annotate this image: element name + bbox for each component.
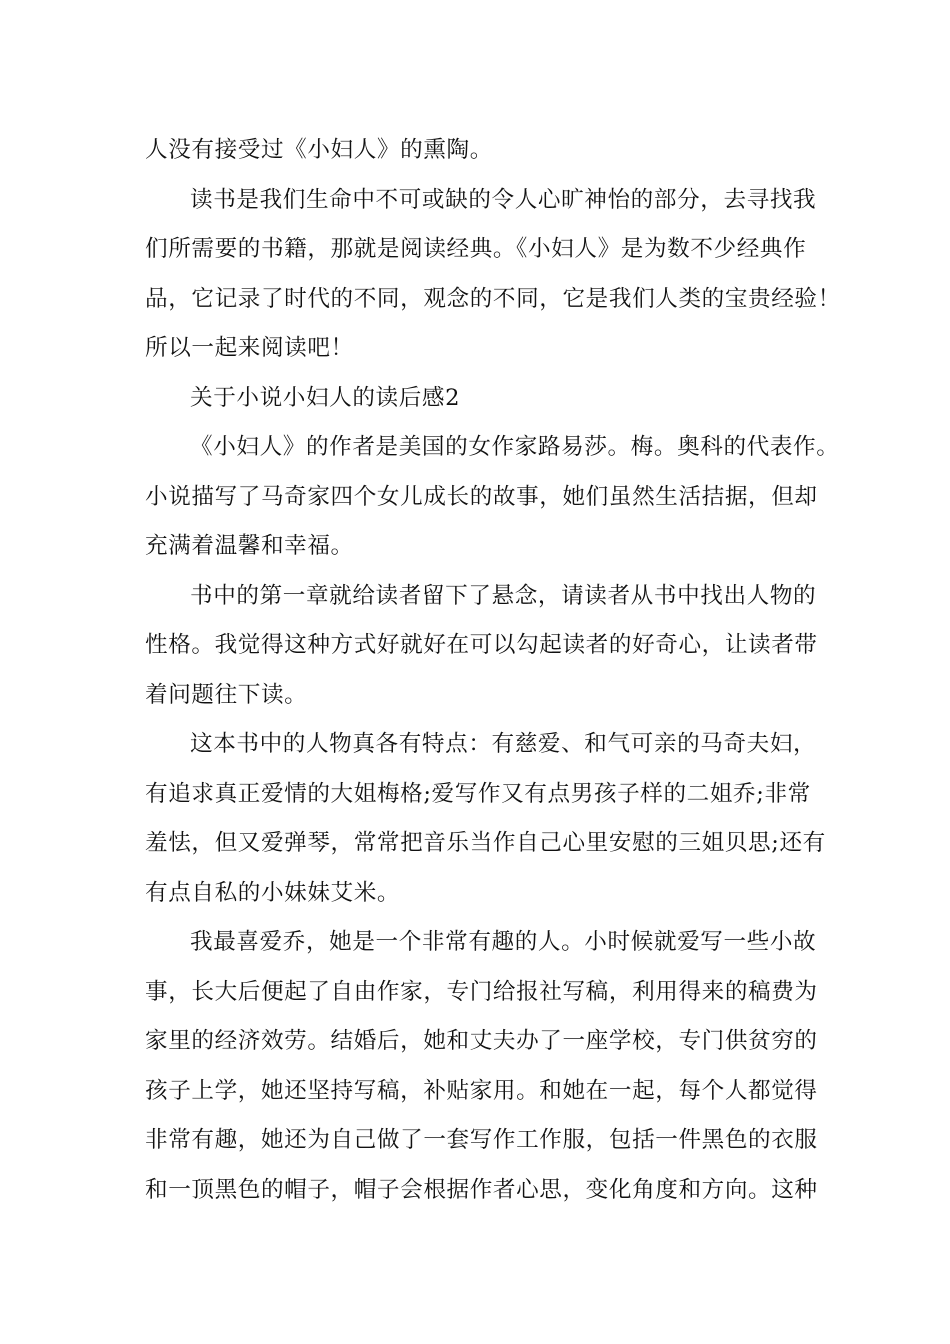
text-line: 这本书中的人物真各有特点：有慈爱、和气可亲的马奇夫妇， [190, 731, 817, 757]
text-line: 书中的第一章就给读者留下了悬念，请读者从书中找出人物的 [190, 582, 817, 609]
text-line: 非常有趣，她还为自己做了一套写作工作服，包括一件黑色的衣服 [145, 1127, 818, 1153]
text-line: 充满着温馨和幸福。 [145, 533, 354, 559]
text-line: 着问题往下读。 [145, 681, 308, 708]
text-line: 孩子上学，她还坚持写稿，补贴家用。和她在一起，每个人都觉得 [145, 1077, 818, 1104]
section-heading: 关于小说小妇人的读后感2 [190, 384, 461, 411]
text-line: 性格。我觉得这种方式好就好在可以勾起读者的好奇心，让读者带 [145, 632, 818, 658]
text-line: 事，长大后便起了自由作家，专门给报社写稿，利用得来的稿费为 [145, 978, 818, 1005]
body-text [145, 126, 841, 1215]
text-line: 家里的经济效劳。结婚后，她和丈夫办了一座学校，专门供贫穷的 [145, 1028, 818, 1054]
text-line: 我最喜爱乔，她是一个非常有趣的人。小时候就爱写一些小故 [190, 929, 817, 955]
text-line: 和一顶黑色的帽子，帽子会根据作者心思，变化角度和方向。这种 [145, 1176, 818, 1203]
text-line: 小说描写了马奇家四个女儿成长的故事，她们虽然生活拮据，但却 [145, 483, 818, 510]
text-line: 有追求真正爱情的大姐梅格;爱写作又有点男孩子样的二姐乔;非常 [145, 780, 811, 807]
text-line: 们所需要的书籍，那就是阅读经典。《小妇人》是为数不少经典作 [145, 236, 807, 262]
text-line: 有点自私的小妹妹艾米。 [145, 879, 401, 906]
text-line: 品，它记录了时代的不同，观念的不同，它是我们人类的宝贵经验！ [145, 285, 841, 312]
text-line: 所以一起来阅读吧！ [145, 335, 354, 361]
text-line: 读书是我们生命中不可或缺的令人心旷神怡的部分，去寻找我 [190, 186, 817, 213]
text-line: 人没有接受过《小妇人》的熏陶。 [145, 137, 493, 163]
text-line: 《小妇人》的作者是美国的女作家路易莎。梅。奥科的代表作。 [190, 434, 840, 460]
text-line: 羞怯，但又爱弹琴，常常把音乐当作自己心里安慰的三姐贝思;还有 [145, 830, 826, 856]
